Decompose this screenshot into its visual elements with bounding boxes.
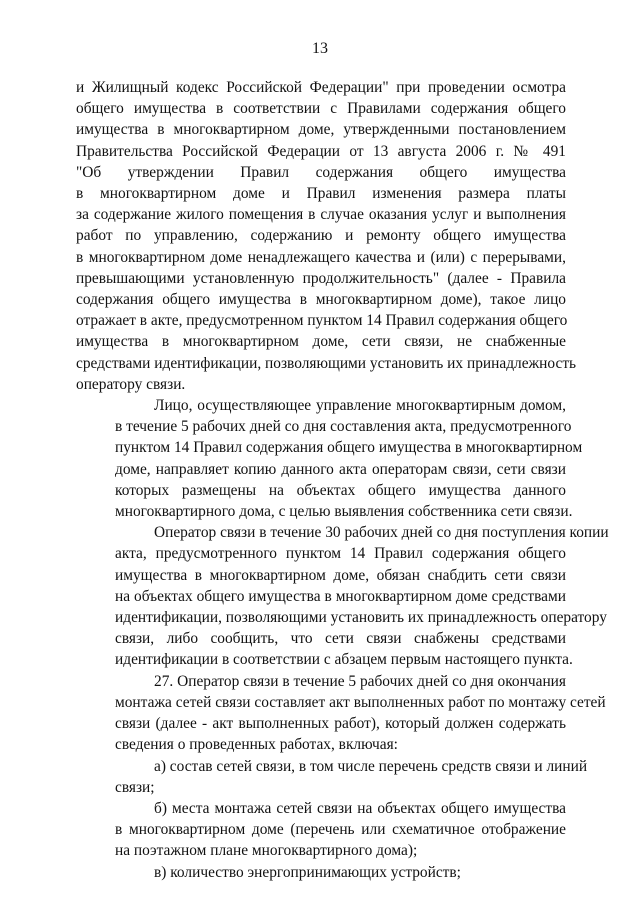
paragraph (76, 522, 609, 670)
text-line: имущества в многоквартирном доме, утвержденными постановлением (76, 121, 566, 139)
text-line: связи, либо сообщить, что сети связи снабжены средствами (115, 630, 566, 648)
text-line: в многоквартирном доме и Правил изменения размера платы (76, 185, 566, 203)
text-line: оператору связи. (76, 375, 186, 393)
text-line: общего имущества в соответствии с Правилами содержания общего (76, 100, 566, 118)
text-line: идентификации, позволяющими установить их принадлежность оператору (115, 609, 607, 627)
text-line: в) количество энергопринимающих устройств; (154, 863, 461, 881)
text-line: Оператор связи в течение 30 рабочих дней со дня поступления копии (154, 524, 609, 542)
text-line: а) состав сетей связи, в том числе перечень средств связи и линий (154, 757, 588, 775)
text-line: Правительства Российской Федерации от 13 августа 2006 г. № 491 (76, 142, 566, 160)
text-line: сведения о проведенных работах, включая: (115, 736, 398, 754)
text-line: в многоквартирном доме ненадлежащего качества и (или) с перерывами, (76, 248, 566, 266)
text-line: пунктом 14 Правил содержания общего имущества в многоквартирном (115, 439, 583, 457)
text-line: и Жилищный кодекс Российской Федерации" при проведении осмотра (76, 79, 566, 96)
text-line: "Об утверждении Правил содержания общего имущества (76, 163, 566, 181)
text-line: которых размещены на объектах общего имущества данного (115, 481, 566, 499)
text-line: доме, направляет копию данного акта операторам связи, сети связи (115, 460, 566, 478)
text-line: имущества в многоквартирном доме, обязан снабдить сети связи (115, 566, 566, 584)
text-line: идентификации в соответствии с абзацем первым настоящего пункта. (115, 651, 573, 669)
text-line: акта, предусмотренного пунктом 14 Правил содержания общего (115, 545, 566, 563)
text-line: в многоквартирном доме (перечень или схематичное отображение (115, 821, 566, 839)
text-line: связи; (115, 778, 155, 796)
paragraph (76, 671, 606, 756)
paragraph (76, 798, 566, 862)
text-line: за содержание жилого помещения в случае оказания услуг и выполнения (76, 206, 566, 224)
paragraph (76, 756, 588, 798)
text-line: многоквартирного дома, с целью выявления собственника сети связи. (115, 503, 573, 521)
text-line: Лицо, осуществляющее управление многоквартирным домом, (154, 397, 566, 415)
text-line: отражает в акте, предусмотренном пунктом 14 Правил содержания общего (76, 312, 568, 330)
text-line: на объектах общего имущества в многоквартирном доме средствами (115, 587, 566, 605)
text-line: имущества в многоквартирном доме, сети связи, не снабженные (76, 333, 566, 351)
paragraph (76, 862, 566, 883)
text-line: превышающими установленную продолжительность" (далее - Правила (76, 269, 566, 287)
text-line: на поэтажном плане многоквартирного дома); (115, 842, 418, 860)
text-line: монтажа сетей связи составляет акт выполненных работ по монтажу сетей (115, 693, 606, 711)
paragraph (76, 77, 577, 395)
text-line: средствами идентификации, позволяющими установить их принадлежность (76, 354, 577, 372)
document-body (76, 77, 609, 883)
text-line: связи (далее - акт выполненных работ), который должен содержать (115, 715, 566, 733)
text-line: в течение 5 рабочих дней со дня составления акта, предусмотренного (115, 418, 572, 436)
text-line: содержания общего имущества в многоквартирном доме), такое лицо (76, 291, 566, 309)
paragraph (76, 395, 583, 522)
text-line: б) места монтажа сетей связи на объектах общего имущества (154, 799, 566, 817)
page-number: 13 (312, 40, 328, 57)
text-line: работ по управлению, содержанию и ремонту общего имущества (76, 227, 566, 245)
text-line: 27. Оператор связи в течение 5 рабочих дней со дня окончания (154, 672, 566, 690)
